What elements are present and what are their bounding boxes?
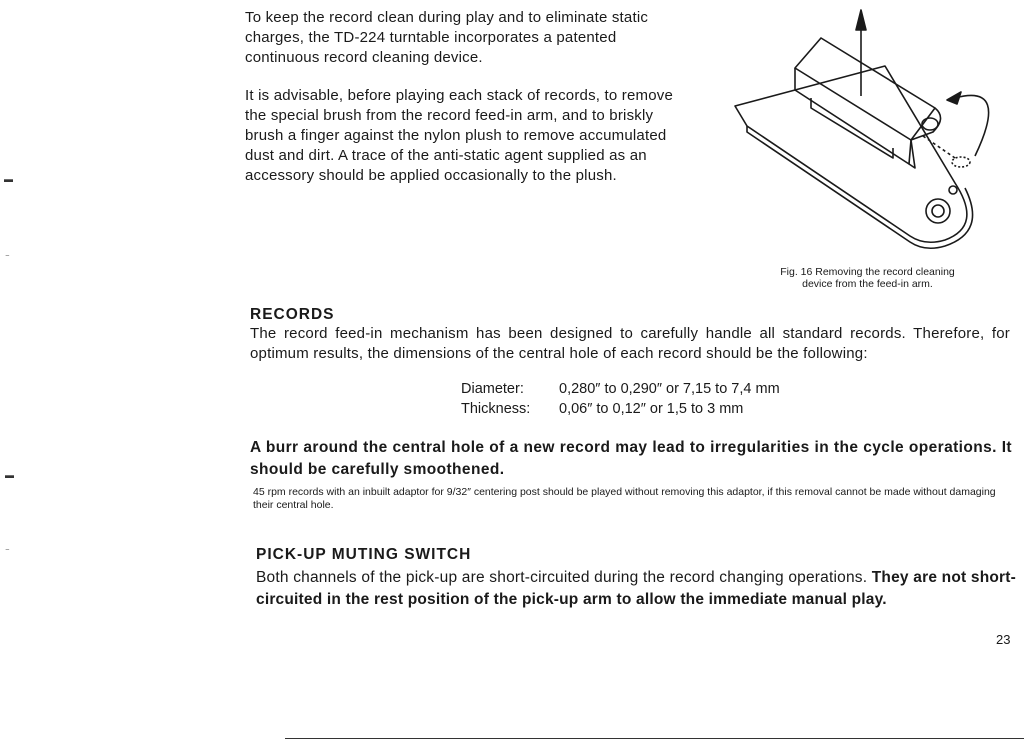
rotation-arrow [955, 95, 989, 156]
page-number: 23 [996, 632, 1011, 647]
muting-heading: PICK-UP MUTING SWITCH [256, 546, 472, 563]
spec-row-thickness [461, 401, 780, 421]
cleaning-brush-block [795, 38, 935, 140]
intro-paragraph-2: It is advisable, before playing each stack of records, to remove the special brush from the record feed-in arm, and to briskly brush a finger against the nylon plush to remove accumulated dust and dirt. A trace of the anti-static agent supplied as an accessory should be applied occasionally to the plush. [245, 87, 674, 184]
screw-hole [926, 199, 950, 223]
scan-mark: ⁻ [5, 252, 10, 262]
scan-mark: ▬ [5, 470, 14, 480]
bottom-rule [285, 738, 1024, 739]
records-heading: RECORDS [250, 306, 335, 323]
scan-mark: ▬ [4, 174, 13, 184]
spec-value: 0,06″ to 0,12″ or 1,5 to 3 mm [559, 401, 744, 417]
adaptor-note: 45 rpm records with an inbuilt adaptor for 9/32″ centering post should be played without removing this adaptor, if this removal cannot be made without damaging their central hole. [253, 486, 996, 511]
muting-body-bold: They are not short-circuited in the rest position of the pick-up arm to allow the immediate manual play. [256, 569, 1016, 608]
figure-caption-line-1: Fig. 16 Removing the record cleaning [780, 266, 955, 278]
spec-label: Thickness: [461, 401, 531, 417]
muting-body-regular: Both channels of the pick-up are short-circuited during the record changing operations. [256, 569, 868, 586]
feed-in-arm-plate [735, 66, 967, 242]
muting-body [256, 567, 1016, 611]
figure-caption-line-2: device from the feed-in arm. [802, 278, 933, 290]
hole-specs [461, 381, 780, 421]
spec-label: Diameter: [461, 381, 524, 397]
scan-mark: ⁻ [5, 546, 10, 556]
figure-16-illustration [725, 8, 1000, 258]
burr-warning: A burr around the central hole of a new record may lead to irregularities in the cycle operations. It should be carefully smoothened. [250, 439, 1012, 478]
spec-row-diameter [461, 381, 780, 401]
intro-paragraph-1: To keep the record clean during play and to eliminate static charges, the TD-224 turntable incorporates a patented continuous record cleaning device. [245, 9, 649, 66]
records-body: The record feed-in mechanism has been designed to carefully handle all standard records. Therefore, for optimum results, the dimensions of the central hole of each record should be the following: [250, 325, 1010, 362]
figure-caption [745, 266, 990, 290]
spec-value: 0,280″ to 0,290″ or 7,15 to 7,4 mm [559, 381, 780, 397]
